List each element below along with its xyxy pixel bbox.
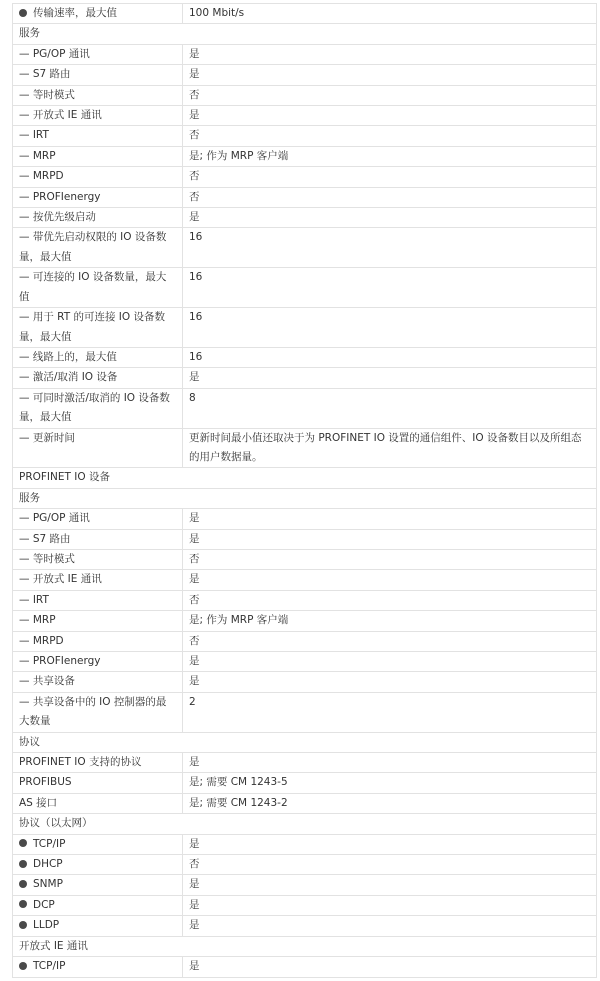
spec-label-cell [13,549,183,569]
spec-row [13,529,597,549]
spec-value: 是 [183,368,597,388]
spec-label-cell [13,208,183,228]
spec-value: 16 [183,228,597,268]
spec-row [13,347,597,367]
spec-value: 16 [183,308,597,348]
spec-row [13,652,597,672]
spec-row [13,570,597,590]
spec-value: 是 [183,957,597,977]
spec-row [13,692,597,732]
bullet-icon [19,9,27,17]
spec-row [13,388,597,428]
spec-row [13,549,597,569]
spec-row [13,957,597,977]
spec-label: — 线路上的，最大值 [19,350,117,363]
spec-label-cell [13,631,183,651]
spec-row [13,753,597,773]
spec-value: 否 [183,855,597,875]
spec-value: 是; 需要 CM 1243-5 [183,773,597,793]
spec-row [13,672,597,692]
spec-row [13,228,597,268]
spec-label: DCP [33,898,55,911]
spec-label-cell [13,895,183,915]
spec-label: — 带优先启动权限的 IO 设备数量，最大值 [19,231,167,263]
bullet-icon [19,900,27,908]
spec-label: — PG/OP 通讯 [19,512,90,525]
spec-label: — 可同时激活/取消的 IO 设备数量，最大值 [19,391,170,424]
spec-row [13,855,597,875]
spec-label-cell [13,65,183,85]
spec-label-cell [13,773,183,793]
spec-label-cell [13,875,183,895]
spec-row [13,44,597,64]
spec-label: PROFIBUS [19,776,72,789]
spec-label-cell [13,855,183,875]
spec-row [13,590,597,610]
spec-label-cell [13,167,183,187]
spec-label-cell [13,106,183,126]
spec-label: — 等时模式 [19,552,75,565]
spec-label: — MRPD [19,170,64,183]
spec-label: AS 接口 [19,796,58,809]
spec-row [13,106,597,126]
spec-row [13,268,597,308]
spec-label: — 开放式 IE 通讯 [19,109,102,122]
spec-label-cell [13,4,183,24]
spec-value: 否 [183,590,597,610]
spec-label-cell [13,652,183,672]
spec-row [13,509,597,529]
spec-label: — 共享设备 [19,675,75,688]
spec-value: 是; 需要 CM 1243-2 [183,793,597,813]
spec-label-cell [13,85,183,105]
spec-value: 是 [183,672,597,692]
spec-table [12,3,597,978]
spec-label-cell [13,957,183,977]
spec-value: 否 [183,85,597,105]
spec-label: — 用于 RT 的可连接 IO 设备数量，最大值 [19,311,165,343]
bullet-icon [19,921,27,929]
spec-value: 是 [183,652,597,672]
spec-value: 否 [183,187,597,207]
spec-label: — 开放式 IE 通讯 [19,573,102,586]
spec-label: — IRT [19,593,49,606]
spec-label-cell [13,428,183,468]
spec-label-cell [13,126,183,146]
spec-value: 是 [183,509,597,529]
spec-row [13,4,597,24]
spec-value: 是 [183,529,597,549]
spec-row [13,793,597,813]
spec-value: 是 [183,65,597,85]
spec-label-cell [13,590,183,610]
section-header-row [13,24,597,44]
spec-label-cell [13,692,183,732]
bullet-icon [19,860,27,868]
spec-table-body [13,4,597,978]
spec-label: PROFINET IO 支持的协议 [19,756,142,769]
spec-label: — PG/OP 通讯 [19,47,90,60]
spec-row [13,308,597,348]
section-title: 服务 [13,488,597,508]
spec-value: 否 [183,549,597,569]
spec-value: 是; 作为 MRP 客户端 [183,146,597,166]
section-header-row [13,936,597,956]
spec-value: 否 [183,631,597,651]
spec-label-cell [13,388,183,428]
spec-label: — S7 路由 [19,68,71,81]
spec-label-cell [13,509,183,529]
spec-label: — MRPD [19,634,64,647]
spec-value: 是 [183,895,597,915]
spec-value: 否 [183,167,597,187]
spec-label-cell [13,187,183,207]
spec-row [13,428,597,468]
spec-label-cell [13,834,183,854]
spec-label-cell [13,268,183,308]
section-header-row [13,488,597,508]
spec-row [13,167,597,187]
spec-label-cell [13,611,183,631]
section-title: 协议（以太网） [13,814,597,834]
spec-label: SNMP [33,878,63,891]
spec-label-cell [13,570,183,590]
spec-value: 是 [183,875,597,895]
spec-row [13,65,597,85]
bullet-icon [19,962,27,970]
spec-label-cell [13,308,183,348]
spec-label: — 共享设备中的 IO 控制器的最大数量 [19,695,167,728]
spec-value: 2 [183,692,597,732]
spec-label: — PROFIenergy [19,655,101,667]
spec-label-cell [13,347,183,367]
section-title: 开放式 IE 通讯 [13,936,597,956]
spec-label: 传输速率，最大值 [33,7,117,19]
section-header-row [13,468,597,488]
spec-row [13,834,597,854]
spec-label: DHCP [33,858,63,871]
spec-value: 是 [183,834,597,854]
section-title: 协议 [13,732,597,752]
spec-label: — IRT [19,129,49,142]
spec-label: — PROFIenergy [19,190,101,203]
spec-label: TCP/IP [33,960,66,973]
spec-label-cell [13,44,183,64]
spec-label: — 激活/取消 IO 设备 [19,371,118,384]
spec-label-cell [13,529,183,549]
spec-value: 是 [183,208,597,228]
spec-row [13,85,597,105]
spec-label: — 等时模式 [19,88,75,101]
spec-row [13,773,597,793]
spec-value: 16 [183,268,597,308]
spec-row [13,187,597,207]
spec-label: — 可连接的 IO 设备数量，最大值 [19,271,167,303]
section-header-row [13,814,597,834]
section-title: 服务 [13,24,597,44]
spec-label-cell [13,146,183,166]
spec-label: TCP/IP [33,837,66,850]
bullet-icon [19,880,27,888]
section-title: PROFINET IO 设备 [13,468,597,488]
spec-value: 是 [183,916,597,936]
spec-label-cell [13,753,183,773]
spec-label: — MRP [19,614,56,627]
spec-label: LLDP [33,919,60,932]
spec-value: 8 [183,388,597,428]
spec-label: — 更新时间 [19,431,75,444]
spec-value: 是; 作为 MRP 客户端 [183,611,597,631]
spec-label: — MRP [19,149,56,162]
spec-row [13,146,597,166]
spec-value: 100 Mbit/s [183,4,597,24]
spec-value: 是 [183,570,597,590]
spec-row [13,611,597,631]
spec-label: — S7 路由 [19,532,71,545]
spec-value: 是 [183,753,597,773]
spec-row [13,208,597,228]
spec-row [13,875,597,895]
spec-label-cell [13,793,183,813]
spec-row [13,631,597,651]
spec-row [13,368,597,388]
spec-label-cell [13,916,183,936]
spec-label: — 按优先级启动 [19,211,96,224]
spec-label-cell [13,368,183,388]
spec-label-cell [13,228,183,268]
spec-value: 16 [183,347,597,367]
bullet-icon [19,839,27,847]
spec-row [13,126,597,146]
spec-value: 否 [183,126,597,146]
section-header-row [13,732,597,752]
spec-value: 更新时间最小值还取决于为 PROFINET IO 设置的通信组件、IO 设备数目以及所组态的用户数据量。 [183,428,597,468]
spec-row [13,916,597,936]
spec-label-cell [13,672,183,692]
spec-value: 是 [183,106,597,126]
spec-row [13,895,597,915]
spec-value: 是 [183,44,597,64]
